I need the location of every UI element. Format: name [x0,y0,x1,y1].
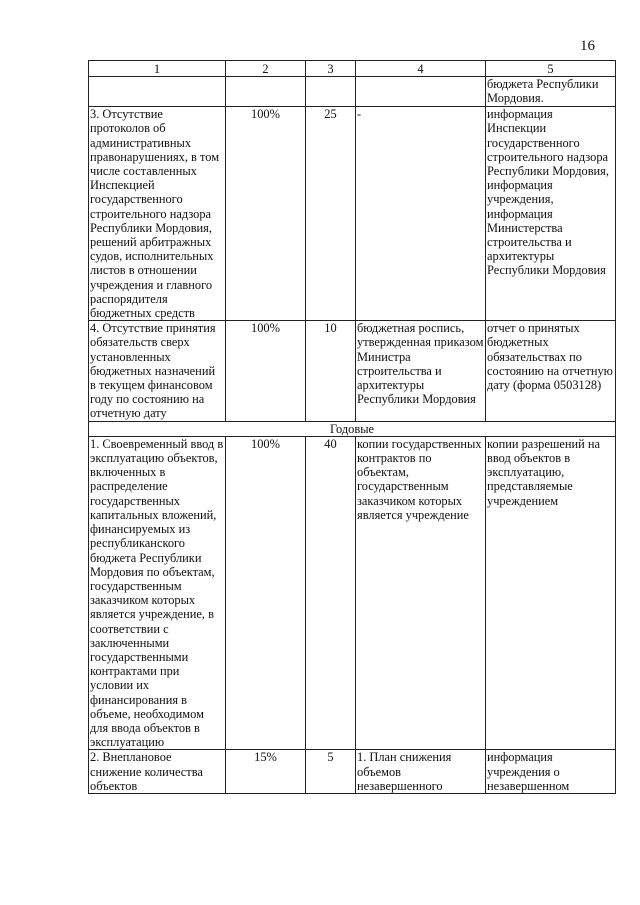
indicator-cell: 2. Внеплановое снижение количества объектов [89,750,226,794]
section-row [89,421,616,436]
weight-cell: 100% [226,321,306,421]
source-cell: информация учреждения о незавершенном [486,750,616,794]
indicator-cell: 1. Своевременный ввод в эксплуатацию объектов, включенных в распределение государственных капитальных вложений, финансируемых из республиканского бюджета Республики Мордовия по объектам, государственным заказчиком которых является учреждение, в соответствии с заключенными государственными контрактами при условии их финансирования в объеме, необходимом для ввода объектов в эксплуатацию [89,436,226,749]
indicator-cell: 4. Отсутствие принятия обязательств сверх установленных бюджетных назначений в текущем финансовом году по состоянию на отчетную дату [89,321,226,421]
table-row [89,321,616,421]
source-cell: копии разрешений на ввод объектов в эксплуатацию, представляемые учреждением [486,436,616,749]
header-cell-2: 2 [226,61,306,77]
header-cell-4: 4 [356,61,486,77]
source-cell: отчет о принятых бюджетных обязательствах по состоянию на отчетную дату (форма 0503128) [486,321,616,421]
indicator-cell: 3. Отсутствие протоколов об административных правонарушениях, в том числе составленных Инспекцией государственного строительного надзора Республики Мордовия, решений арбитражных судов, исполнительных листов в отношении учреждения и главного распорядителя бюджетных средств [89,107,226,321]
table-cell [89,77,226,107]
points-cell: 5 [306,750,356,794]
source-cell: бюджета Республики Мордовия. [486,77,616,107]
table-cell [226,77,306,107]
basis-cell: бюджетная роспись, утвержденная приказом Министра строительства и архитектуры Республики Мордовия [356,321,486,421]
header-cell-5: 5 [486,61,616,77]
table-row [89,107,616,321]
page-number: 16 [580,38,595,54]
basis-cell: копии государственных контрактов по объектам, государственным заказчиком которых является учреждение [356,436,486,749]
table-row [89,750,616,794]
header-cell-3: 3 [306,61,356,77]
points-cell: 25 [306,107,356,321]
table-cell [306,77,356,107]
table-cell [356,77,486,107]
header-row [89,61,616,77]
weight-cell: 100% [226,436,306,749]
indicators-table [88,60,616,794]
weight-cell: 15% [226,750,306,794]
points-cell: 40 [306,436,356,749]
points-cell: 10 [306,321,356,421]
source-cell: информация Инспекции государственного строительного надзора Республики Мордовия, информация учреждения, информация Министерства строительства и архитектуры Республики Мордовия [486,107,616,321]
header-cell-1: 1 [89,61,226,77]
table-row [89,436,616,749]
weight-cell: 100% [226,107,306,321]
section-title: Годовые [89,421,616,436]
continuation-row [89,77,616,107]
basis-cell: - [356,107,486,321]
basis-cell: 1. План снижения объемов незавершенного [356,750,486,794]
